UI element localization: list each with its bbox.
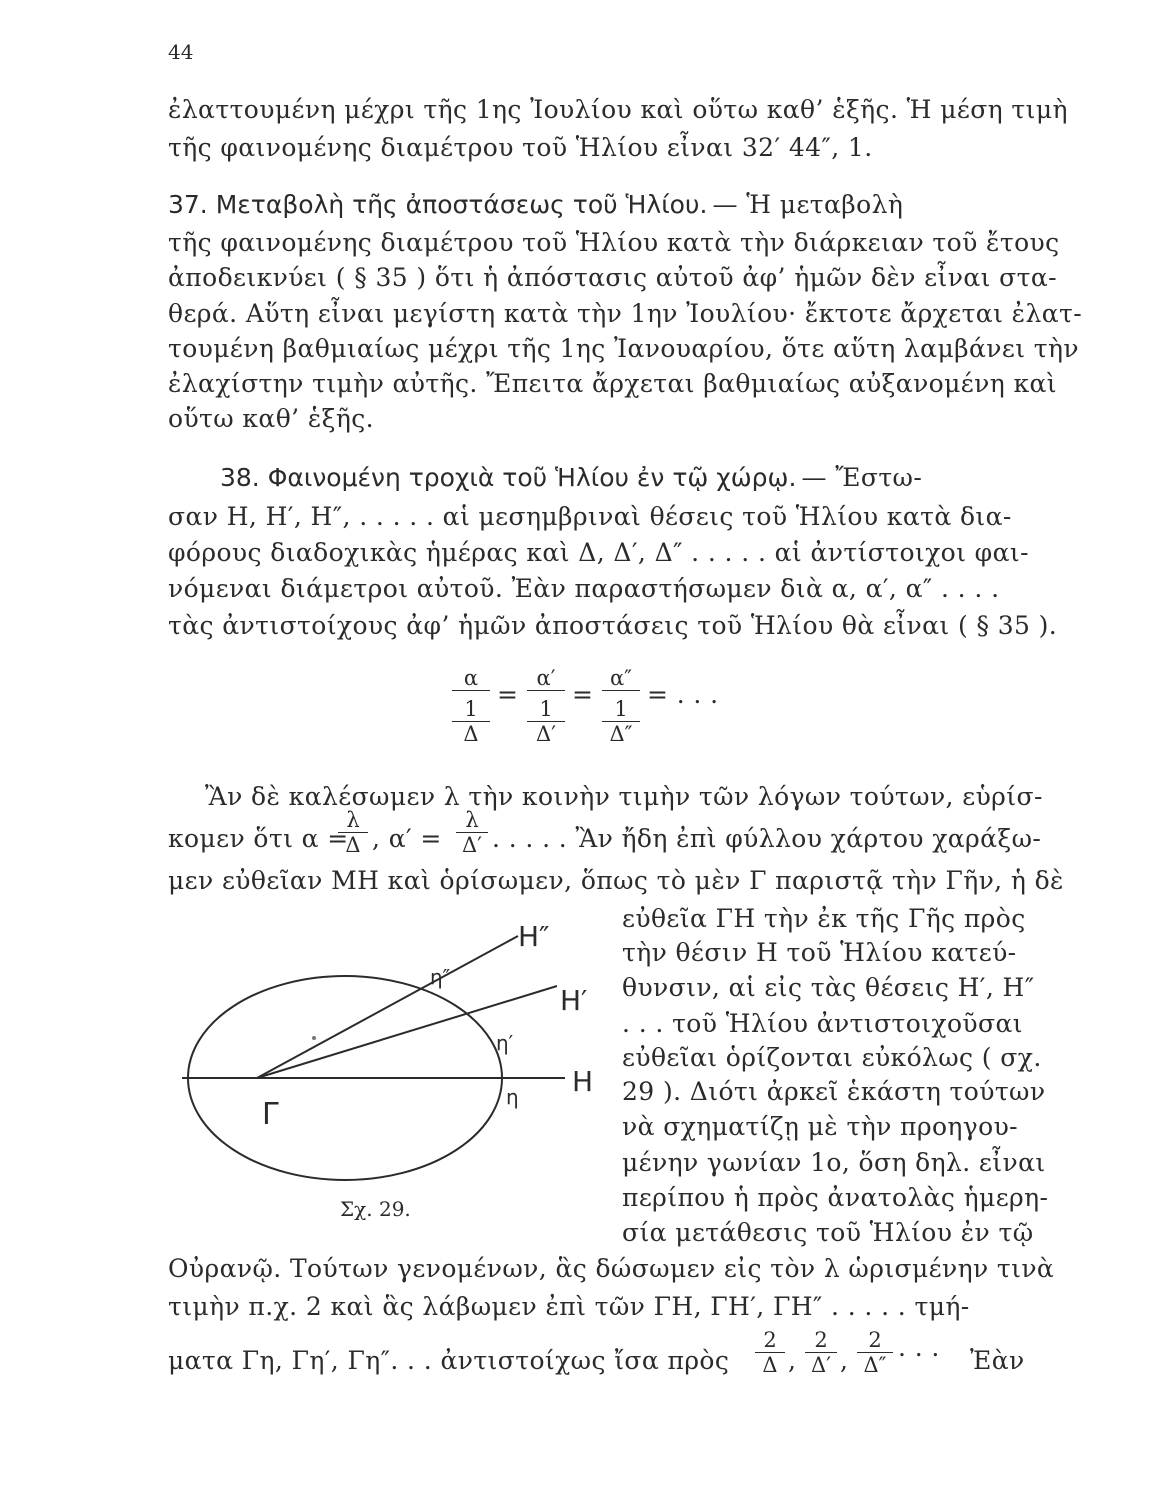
- bottom-line-c: Ἐὰν: [970, 1346, 1025, 1375]
- column-line: . . . τοῦ Ἡλίου ἀντιστοιχοῦσαι: [622, 1009, 1023, 1038]
- column-line: μένην γωνίαν 1ο, ὅση δηλ. εἶναι: [622, 1148, 1046, 1177]
- section-37-line: θερά. Αὕτη εἶναι μεγίστη κατὰ τὴν 1ην Ἰουλίου· ἔκτοτε ἄρχεται ἐλατ-: [168, 299, 1083, 328]
- label-H: Η: [572, 1065, 594, 1098]
- figure-caption: Σχ. 29.: [340, 1197, 411, 1221]
- section-37-line: ἀποδεικνύει ( § 35 ) ὅτι ἡ ἀπόστασις αὐτοῦ ἀφ’ ἡμῶν δὲν εἶναι στα-: [168, 263, 1057, 292]
- section-38-line: νόμεναι διάμετροι αὐτοῦ. Ἐὰν παραστήσωμεν διὰ α, α′, α″ . . . .: [168, 574, 1000, 603]
- bottom-line-a: ματα Γη, Γη′, Γη″. . . ἀντιστοίχως ἴσα πρὸς: [168, 1346, 730, 1375]
- paragraph-2-line: Ἂν δὲ καλέσωμεν λ τὴν κοινὴν τιμὴν τῶν λόγων τούτων, εὑρίσ-: [205, 782, 1043, 811]
- section-37-text-start: — Ἡ μεταβολὴ: [712, 190, 904, 219]
- column-line: τὴν θέσιν Η τοῦ Ἡλίου κατεύ-: [622, 938, 1017, 967]
- bottom-line-b: . . .: [898, 1333, 940, 1362]
- fraction-two-over-delta-prime: $\frac{2}{\Delta'}$: [805, 1328, 837, 1377]
- figure-29-orbit-diagram: [160, 888, 620, 1188]
- section-37-heading: 37. Μεταβολὴ τῆς ἀποστάσεως τοῦ Ἡλίου.: [168, 190, 708, 219]
- paragraph-2-line: μεν εὐθεῖαν ΜΗ καὶ ὁρίσωμεν, ὅπως τὸ μὲν Γ παριστᾷ τὴν Γῆν, ἡ δὲ: [168, 866, 1064, 895]
- fraction-two-over-delta: $\frac{2}{\Delta}$: [755, 1328, 785, 1377]
- section-37-line: οὕτω καθ’ ἑξῆς.: [168, 404, 374, 433]
- compound-fraction-1: α: [452, 666, 490, 691]
- column-line: σία μετάθεσις τοῦ Ἡλίου ἐν τῷ: [622, 1218, 1034, 1247]
- page-number: 44: [168, 40, 194, 64]
- section-38-text-start: — Ἔστω-: [801, 463, 923, 492]
- column-line: 29 ). Διότι ἀρκεῖ ἑκάστη τούτων: [622, 1077, 1046, 1106]
- bottom-line: Οὐρανῷ. Τούτων γενομένων, ἃς δώσωμεν εἰς τὸν λ ὡρισμένην τινὰ: [168, 1254, 1055, 1283]
- inner-fraction-1: $\frac{1}{\Delta}$: [452, 697, 490, 746]
- compound-fraction-3: α″: [602, 666, 640, 691]
- label-H-double-prime: Η″: [518, 920, 550, 953]
- label-h-double-prime: η″: [430, 965, 451, 989]
- column-line: περίπου ἡ πρὸς ἀνατολὰς ἡμερη-: [622, 1183, 1049, 1212]
- column-line: νὰ σχηματίζῃ μὲ τὴν προηγου-: [622, 1112, 1019, 1141]
- section-38-heading: 38. Φαινομένη τροχιὰ τοῦ Ἡλίου ἐν τῷ χώρῳ.: [220, 463, 797, 492]
- text-line-2: τῆς φαινομένης διαμέτρου τοῦ Ἡλίου εἶναι 32′ 44″, 1.: [168, 133, 873, 162]
- equals-sign: =: [497, 680, 519, 709]
- section-38-line: φόρους διαδοχικὰς ἡμέρας καὶ Δ, Δ′, Δ″ . . . . . αἱ ἀντίστοιχοι φαι-: [168, 538, 1029, 567]
- column-line: εὐθεῖα ΓΗ τὴν ἐκ τῆς Γῆς πρὸς: [622, 904, 1026, 933]
- equals-sign: =: [572, 680, 594, 709]
- bottom-line: τιμὴν π.χ. 2 καὶ ἃς λάβωμεν ἐπὶ τῶν ΓΗ, ΓΗ′, ΓΗ″ . . . . . τμή-: [168, 1292, 970, 1321]
- section-37-line: τουμένη βαθμιαίως μέχρι τῆς 1ης Ἰανουαρίου, ὅτε αὕτη λαμβάνει τὴν: [168, 334, 1079, 363]
- section-38-first-line: [220, 463, 922, 492]
- dot-mark: [312, 1036, 316, 1040]
- text-line-1: ἐλαττουμένη μέχρι τῆς 1ης Ἰουλίου καὶ οὕτω καθ’ ἑξῆς. Ἡ μέση τιμὴ: [168, 95, 1068, 124]
- label-G: Γ: [262, 1097, 279, 1132]
- fraction-lambda-over-delta: $\frac{\lambda}{\Delta}$: [338, 808, 368, 857]
- inner-fraction-3: $\frac{1}{\Delta''}$: [602, 697, 640, 746]
- formula-tail: = . . .: [647, 680, 719, 709]
- line-GH-double-prime: [257, 936, 518, 1078]
- inner-fraction-2: $\frac{1}{\Delta'}$: [527, 697, 565, 746]
- section-37-line: τῆς φαινομένης διαμέτρου τοῦ Ἡλίου κατὰ τὴν διάρκειαν τοῦ ἔτους: [168, 228, 1060, 257]
- column-line: εὐθεῖαι ὁρίζονται εὐκόλως ( σχ.: [622, 1043, 1042, 1072]
- comma: ,: [840, 1346, 849, 1375]
- compound-fraction-2: α′: [527, 666, 565, 691]
- comma: ,: [788, 1346, 797, 1375]
- paragraph-2-line-c: . . . . . Ἂν ἤδη ἐπὶ φύλλου χάρτου χαράξω-: [492, 824, 1042, 853]
- fraction-lambda-over-delta-prime: $\frac{\lambda}{\Delta'}$: [456, 808, 488, 857]
- label-h-prime: η′: [496, 1031, 514, 1055]
- column-line: θυνσιν, αἱ εἰς τὰς θέσεις Η′, Η″: [622, 973, 1035, 1002]
- section-37-line: ἐλαχίστην τιμὴν αὐτῆς. Ἔπειτα ἄρχεται βαθμιαίως αὐξανομένη καὶ: [168, 369, 1057, 398]
- label-H-prime: Η′: [560, 984, 588, 1017]
- paragraph-2-line-b: , α′ =: [372, 824, 442, 853]
- section-37-first-line: [168, 190, 903, 219]
- fraction-two-over-delta-double-prime: $\frac{2}{\Delta''}$: [857, 1328, 893, 1377]
- label-h: η: [506, 1085, 519, 1109]
- paragraph-2-line-a: κομεν ὅτι α =: [168, 824, 349, 853]
- section-38-line: τὰς ἀντιστοίχους ἀφ’ ἡμῶν ἀποστάσεις τοῦ Ἡλίου θὰ εἶναι ( § 35 ).: [168, 611, 1058, 640]
- section-38-line: σαν Η, Η′, Η″, . . . . . αἱ μεσημβριναὶ θέσεις τοῦ Ἡλίου κατὰ δια-: [168, 502, 1012, 531]
